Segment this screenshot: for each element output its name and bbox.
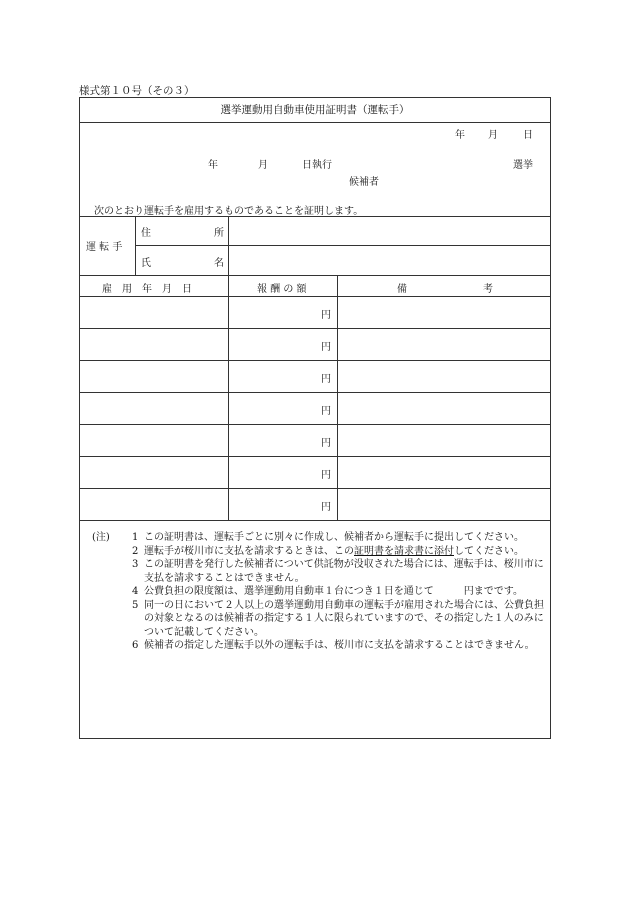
employment-date-cell[interactable] bbox=[80, 488, 228, 520]
date-day: 日 bbox=[523, 130, 533, 141]
note-3 bbox=[92, 558, 544, 585]
yen-label: 円 bbox=[321, 502, 331, 513]
yen-label: 円 bbox=[321, 374, 331, 385]
remarks-cell[interactable] bbox=[337, 424, 550, 456]
remarks-cell[interactable] bbox=[337, 328, 550, 360]
notes-head: (注) bbox=[92, 532, 110, 543]
note-number: 6 bbox=[132, 640, 139, 651]
note-text: 同一の日において２人以上の選挙運動用自動車の運転手が雇用された場合には、公費負担の対象となるのは候補者の指定する１人に限られていますので、その指定した１人のみについて記載してください。 bbox=[144, 599, 544, 638]
remuneration-cell[interactable] bbox=[228, 392, 337, 424]
yen-label: 円 bbox=[321, 438, 331, 449]
date-year: 年 bbox=[455, 130, 465, 141]
note-1 bbox=[92, 531, 544, 545]
yen-label: 円 bbox=[321, 342, 331, 353]
certification-statement: 次のとおり運転手を雇用するものであることを証明します。 bbox=[94, 206, 364, 217]
yen-label: 円 bbox=[321, 470, 331, 481]
note-text-underlined: 証明書を請求書に添付 bbox=[354, 545, 454, 557]
remarks-cell[interactable] bbox=[337, 360, 550, 392]
form-number: 様式第１０号（その３） bbox=[79, 85, 195, 97]
driver-label: 運 転 手 bbox=[86, 242, 123, 253]
yen-label: 円 bbox=[321, 310, 331, 321]
col-employment-date: 雇 用 年 月 日 bbox=[102, 284, 192, 295]
note-number: 4 bbox=[132, 586, 139, 597]
address-label-1: 住 bbox=[141, 228, 151, 239]
name-label-1: 氏 bbox=[141, 258, 151, 269]
employment-date-cell[interactable] bbox=[80, 360, 228, 392]
note-5 bbox=[92, 599, 544, 640]
remuneration-cell[interactable] bbox=[228, 424, 337, 456]
election-label: 選挙 bbox=[513, 160, 533, 171]
remarks-cell[interactable] bbox=[337, 296, 550, 328]
col-remarks-1: 備 bbox=[397, 284, 407, 295]
name-label-2: 名 bbox=[214, 258, 224, 269]
employment-date-cell[interactable] bbox=[80, 424, 228, 456]
col-remarks-2: 考 bbox=[483, 284, 493, 295]
date-month: 月 bbox=[488, 130, 498, 141]
remarks-cell[interactable] bbox=[337, 488, 550, 520]
remuneration-cell[interactable] bbox=[228, 456, 337, 488]
note-text: してください。 bbox=[454, 545, 524, 557]
address-label-2: 所 bbox=[214, 228, 224, 239]
form-title: 選挙運動用自動車使用証明書（運転手） bbox=[80, 98, 550, 123]
exec-day: 日執行 bbox=[302, 160, 332, 171]
exec-year: 年 bbox=[208, 160, 218, 171]
employment-date-cell[interactable] bbox=[80, 392, 228, 424]
remarks-cell[interactable] bbox=[337, 456, 550, 488]
remarks-cell[interactable] bbox=[337, 392, 550, 424]
certificate-form bbox=[79, 97, 551, 739]
note-text: 運転手が桜川市に支払を請求するときは、この bbox=[144, 545, 354, 557]
note-text: 公費負担の限度額は、選挙運動用自動車１台につき１日を通じて 円までです。 bbox=[144, 586, 523, 597]
note-2 bbox=[92, 545, 544, 559]
note-text: 候補者の指定した運転手以外の運転手は、桜川市に支払を請求することはできません。 bbox=[144, 640, 535, 651]
note-6 bbox=[92, 639, 544, 653]
col-remuneration: 報 酬 の 額 bbox=[257, 284, 307, 295]
remuneration-cell[interactable] bbox=[228, 328, 337, 360]
remuneration-cell[interactable] bbox=[228, 488, 337, 520]
candidate-label: 候補者 bbox=[349, 177, 379, 188]
note-4 bbox=[92, 585, 544, 599]
note-number: 1 bbox=[132, 532, 139, 543]
yen-label: 円 bbox=[321, 406, 331, 417]
note-number: 3 bbox=[132, 559, 139, 570]
employment-date-cell[interactable] bbox=[80, 296, 228, 328]
note-text: この証明書を発行した候補者について供託物が没収された場合には、運転手は、桜川市に支払を請求することはできません。 bbox=[144, 559, 544, 584]
exec-month: 月 bbox=[258, 160, 268, 171]
note-text: この証明書は、運転手ごとに別々に作成し、候補者から運転手に提出してください。 bbox=[144, 532, 524, 543]
remuneration-cell[interactable] bbox=[228, 296, 337, 328]
note-number: 5 bbox=[132, 599, 139, 611]
employment-date-cell[interactable] bbox=[80, 328, 228, 360]
notes bbox=[92, 531, 544, 653]
employment-date-cell[interactable] bbox=[80, 456, 228, 488]
note-number: 2 bbox=[132, 545, 139, 557]
remuneration-cell[interactable] bbox=[228, 360, 337, 392]
